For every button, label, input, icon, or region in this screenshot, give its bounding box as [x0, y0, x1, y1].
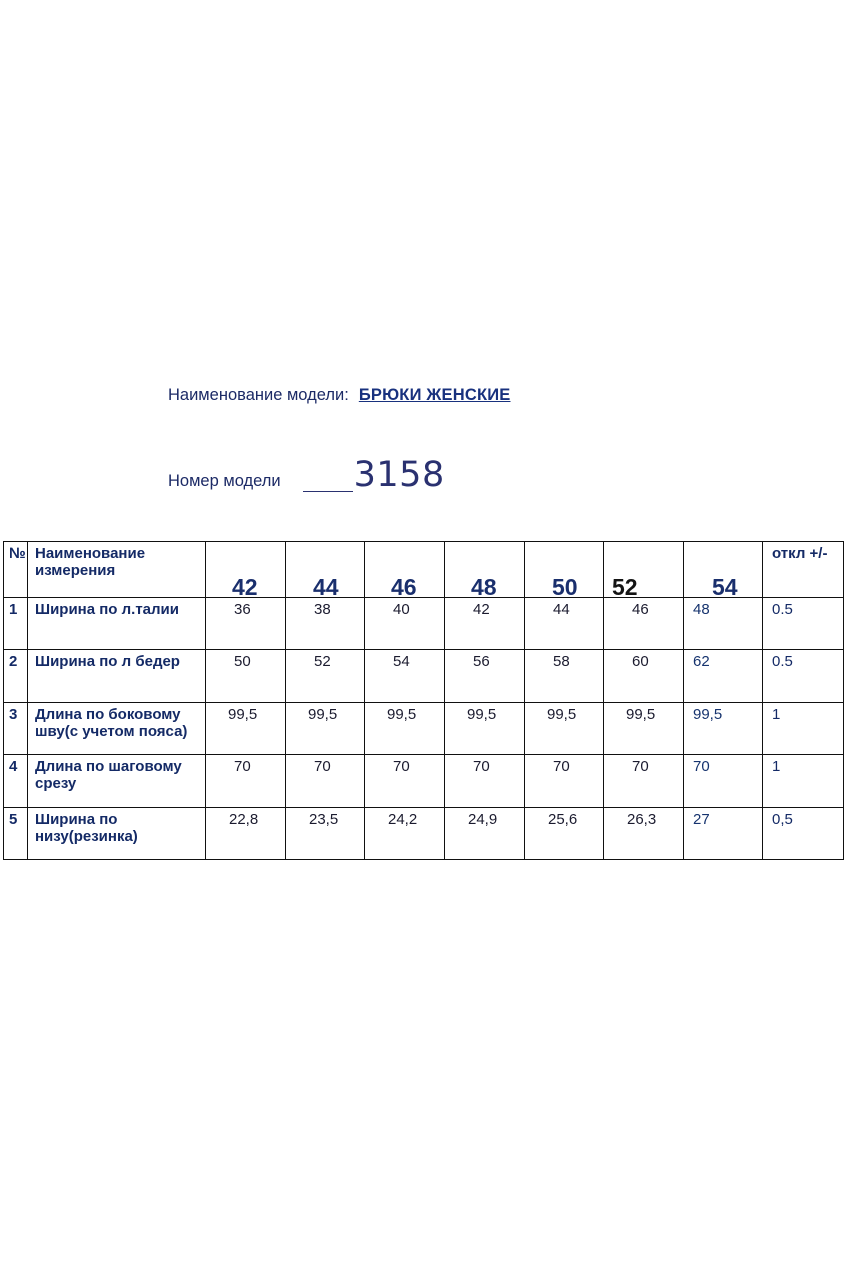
measurements-table [3, 541, 844, 860]
table-row [4, 598, 844, 650]
measurement-value: 22,8 [206, 808, 286, 860]
header-measurement-name: Наименование измерения [28, 542, 206, 598]
measurement-value: 42 [445, 598, 525, 650]
measurement-value: 44 [525, 598, 604, 650]
measurement-name: Ширина по л.талии [28, 598, 206, 650]
measurement-name: Ширина по л бедер [28, 650, 206, 703]
measurement-value: 70 [445, 755, 525, 808]
measurement-value: 56 [445, 650, 525, 703]
measurement-name: Длина по боковому шву(с учетом пояса) [28, 703, 206, 755]
measurement-value: 62 [684, 650, 763, 703]
measurement-value: 23,5 [286, 808, 365, 860]
model-number-value: 3158 [353, 455, 445, 495]
measurement-value: 99,5 [206, 703, 286, 755]
header-number: № [4, 542, 28, 598]
model-number-label: Номер модели [168, 472, 281, 490]
size-header-cell [604, 542, 684, 598]
tolerance-value: 1 [763, 703, 844, 755]
measurement-name: Длина по шаговому срезу [28, 755, 206, 808]
size-header-cell [206, 542, 286, 598]
size-header-cell [684, 542, 763, 598]
measurement-value: 26,3 [604, 808, 684, 860]
measurement-value: 70 [206, 755, 286, 808]
row-number: 1 [4, 598, 28, 650]
tolerance-value: 0.5 [763, 650, 844, 703]
measurement-value: 25,6 [525, 808, 604, 860]
size-header: 42 [232, 574, 258, 600]
measurement-value: 99,5 [684, 703, 763, 755]
model-number-underline [303, 473, 353, 492]
row-number: 2 [4, 650, 28, 703]
measurement-value: 70 [365, 755, 445, 808]
measurement-value: 52 [286, 650, 365, 703]
table-row [4, 755, 844, 808]
table-header-row [4, 542, 844, 598]
header-tolerance: откл +/- [763, 542, 844, 598]
size-header: 52 [612, 574, 638, 600]
measurement-value: 40 [365, 598, 445, 650]
row-number: 4 [4, 755, 28, 808]
measurement-value: 70 [684, 755, 763, 808]
size-header-cell [365, 542, 445, 598]
measurement-value: 24,9 [445, 808, 525, 860]
measurement-value: 99,5 [286, 703, 365, 755]
measurement-value: 58 [525, 650, 604, 703]
model-name-row [168, 386, 511, 405]
measurement-value: 99,5 [525, 703, 604, 755]
table-row [4, 650, 844, 703]
measurement-value: 54 [365, 650, 445, 703]
measurement-value: 99,5 [445, 703, 525, 755]
size-header-cell [286, 542, 365, 598]
model-name-value: БРЮКИ ЖЕНСКИЕ [358, 386, 511, 404]
table-row [4, 703, 844, 755]
tolerance-value: 0.5 [763, 598, 844, 650]
row-number: 5 [4, 808, 28, 860]
measurement-value: 24,2 [365, 808, 445, 860]
row-number: 3 [4, 703, 28, 755]
measurement-value: 27 [684, 808, 763, 860]
model-number-row [168, 455, 445, 495]
size-header: 46 [391, 574, 417, 600]
measurement-value: 70 [525, 755, 604, 808]
measurement-value: 38 [286, 598, 365, 650]
measurement-value: 46 [604, 598, 684, 650]
tolerance-value: 0,5 [763, 808, 844, 860]
measurement-name: Ширина по низу(резинка) [28, 808, 206, 860]
size-header: 54 [712, 574, 738, 600]
size-header-cell [445, 542, 525, 598]
measurement-value: 50 [206, 650, 286, 703]
measurement-value: 70 [286, 755, 365, 808]
size-header: 44 [313, 574, 339, 600]
size-header: 50 [552, 574, 578, 600]
measurement-value: 48 [684, 598, 763, 650]
size-header-cell [525, 542, 604, 598]
measurement-value: 99,5 [604, 703, 684, 755]
tolerance-value: 1 [763, 755, 844, 808]
measurement-value: 99,5 [365, 703, 445, 755]
measurement-value: 60 [604, 650, 684, 703]
measurement-value: 36 [206, 598, 286, 650]
size-header: 48 [471, 574, 497, 600]
table-row [4, 808, 844, 860]
measurement-value: 70 [604, 755, 684, 808]
model-name-label: Наименование модели: [168, 386, 349, 404]
